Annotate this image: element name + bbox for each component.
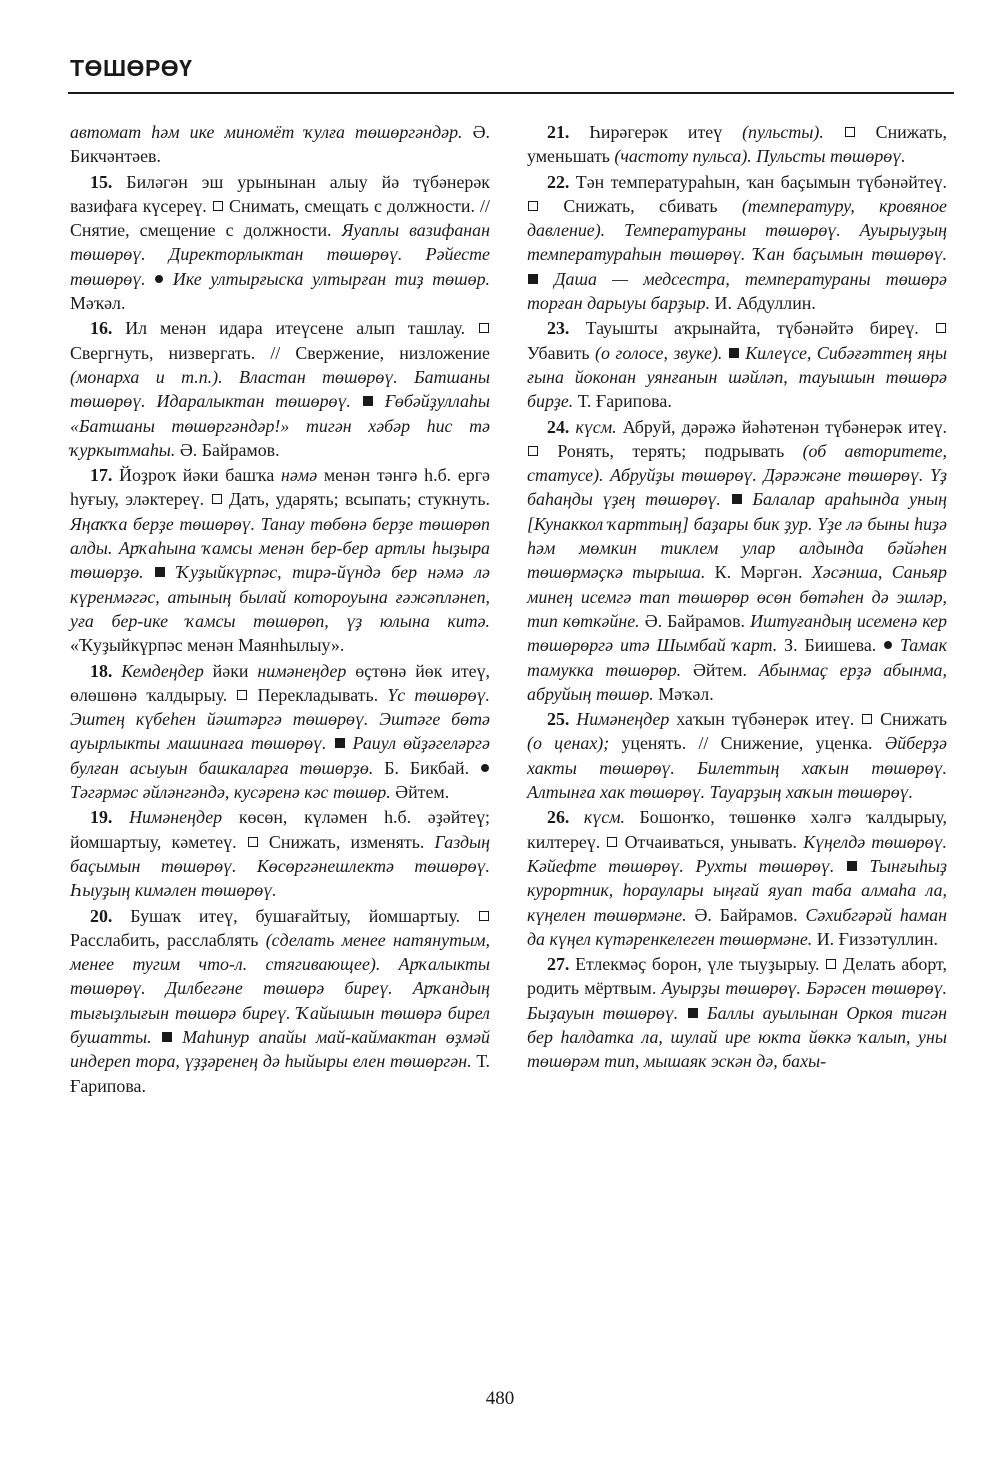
entry-continuation: автомат һәм ике миномёт ҡулға төшөргәндәр. Ә. Бикчәнтәев.: [70, 122, 490, 167]
filled-square-icon: [363, 396, 373, 406]
open-square-icon: [248, 837, 258, 847]
open-square-icon: [528, 201, 538, 211]
entry-20: 20. Бушаҡ итеү, бушағайтыу, йомшартыу. Расслабить, расслаблять (сделать менее натянутым, менее тугим что-л. стягивающее). Арҡалыкты төшөрөү. Дилбегәне төшөрә биреү. Арҡандың тығыҙлығын төшөрә биреү. Ҡайышын төшөрә бирел бушатты. Маһинур апайы май-каймактан өҙмәй индереп тора, үҙҙәренең дә һыйыры елен төшөргән. Т. Ғарипова.: [70, 905, 490, 1096]
filled-square-icon: [162, 1032, 172, 1042]
entry-15: 15. Биләгән эш урынынан алыу йә түбәнерәк вазифаға күсереү. Снимать, смещать с должности. // Снятие, смещение с должности. Яуаплы вазифанан төшөрөү. Директорлыктан төшөрөү. Рәйесте төшөрөү. Ике ултырғыска ултырған тиҙ төшөр. Мәҡәл.: [70, 171, 490, 314]
entry-17: 17. Йоҙроҡ йәки башҡа нәмә менән тәнгә һ.б. ергә һуғыу, эләктереү. Дать, ударять; всыпать; стукнуть. Яңаҡҡа берҙе төшөрөү. Танау төбөнә берҙе төшөрөп алды. Арҡаһына ҡамсы менән бер-бер артлы һыҙыра төшөрҙө. Ҡуҙыйкүрпәс, тирә-йүндә бер нәмә лә күренмәгәс, атының былай котороуына ғәжәпләнеп, уға бер-ике ҡамсы төшөрөп, үҙ юлына китә. «Ҡуҙыйкүрпәс менән Маянһылыу».: [70, 465, 490, 656]
bullet-icon: [481, 764, 489, 772]
open-square-icon: [212, 494, 222, 504]
open-square-icon: [479, 323, 489, 333]
bullet-icon: [155, 275, 163, 283]
open-square-icon: [213, 201, 223, 211]
open-square-icon: [936, 323, 946, 333]
entry-25: 25. Нимәнеңдер хаҡын түбәнерәк итеү. Снижать (о ценах); уценять. // Снижение, уценка. Әйберҙә хакты төшөрөү. Билеттың хаҡын төшөрөү. Алтынға хак төшөрөү. Тауарҙың хаҡын төшөрөү.: [527, 709, 947, 803]
filled-square-icon: [528, 274, 538, 284]
entry-23: 23. Тауышты аҡрынайта, түбәнәйтә биреү. Убавить (о голосе, звуке). Килеүсе, Сибәғәттең яңы ғына йоконан уянғанын шәйләп, тауышын төшөрә бирҙе. Т. Ғарипова.: [527, 318, 947, 412]
filled-square-icon: [335, 738, 345, 748]
filled-square-icon: [732, 494, 742, 504]
entry-26: 26. күсм. Бошонҡо, төшөнкө хәлгә ҡалдырыу, килтереү. Отчаиваться, унывать. Күңелдә төшөрөү. Кәйефте төшөрөү. Рухты төшөрөү. Тынғыһыҙ курортник, һораулары ыңғай яуап таба алмаһа ла, күңелен төшөрмәне. Ә. Байрамов. Сәхибгәрәй һаман да күңел күтәренкелеген төшөрмәне. И. Ғиззәтуллин.: [527, 807, 947, 949]
entry-27: 27. Етлекмәҫ борон, үле тыуҙырыу. Делать аборт, родить мёртвым. Ауырҙы төшөрөү. Бәрәсен төшөрөү. Быҙауын төшөрөү. Баллы ауылынан Оркоя тигән бер һалдатка ла, шулай ире юкта йөккә ҡалып, уны төшөрәм тип, мышаяк эскән дә, бахы-: [527, 954, 948, 1072]
right-column: [527, 120, 947, 1074]
left-column: [70, 120, 490, 1098]
page-number: 480: [485, 1388, 515, 1409]
open-square-icon: [862, 714, 872, 724]
running-head: ТӨШӨРӨҮ: [70, 55, 193, 81]
open-square-icon: [607, 837, 617, 847]
open-square-icon: [826, 959, 836, 969]
entry-24: 24. күсм. Абруй, дәрәжә йәһәтенән түбәнерәк итеү. Ронять, терять; подрывать (об авторитете, статусе). Абруйҙы төшөрөү. Дәрәжәне төшөрөү. Үҙ баһаңды үҙең төшөрөү. Балалар араһында уның [Кунаккол ҡарттың] баҙары бик ҙур. Үҙе лә быны һиҙә һәм мөмкин тиклем улар алдында бәйәһен төшөрмәҫкә тырыша. К. Мәргән. Хәсәнша, Саньяр минең исемгә тап төшөрөр өсөн бөтәһен дә эшләр, тип көткәйне. Ә. Байрамов. Иштуғандың исеменә кер төшөрөргә итә Шымбай ҡарт. З. Биишева. Тамак тамукка төшөрөр. Әйтем. Абынмаҫ ерҙә абынма, абруйың төшөр. Мәҡәл.: [527, 416, 948, 704]
entry-21: 21. Һирәгерәк итеү (пульсты). Снижать, уменьшать (частоту пульса). Пульсты төшөрөү.: [527, 122, 948, 167]
header-rule: [68, 92, 954, 94]
open-square-icon: [237, 690, 247, 700]
open-square-icon: [528, 446, 538, 456]
entry-19: 19. Нимәнеңдер көсөн, күләмен һ.б. әҙәйтеү; йомшартыу, кәметеү. Снижать, изменять. Газдың баҫымын төшөрөү. Көсөргәнешлектә төшөрөү. Һыуҙың кимәлен төшөрөү.: [70, 807, 490, 901]
filled-square-icon: [688, 1008, 698, 1018]
open-square-icon: [845, 127, 855, 137]
open-square-icon: [479, 911, 489, 921]
filled-square-icon: [729, 348, 739, 358]
bullet-icon: [884, 641, 892, 649]
filled-square-icon: [847, 861, 857, 871]
filled-square-icon: [155, 567, 165, 577]
entry-18: 18. Кемдеңдер йәки нимәнеңдер өҫтөнә йөк итеү, өлөшөнә ҡалдырыу. Перекладывать. Үс төшөрөү. Эштең күбеһен йәштәргә төшөрөү. Эштәге бөтә ауырлыкты машинаға төшөрөү. Раиул өйҙәгеләргә булған асыуын башкаларға төшөрҙө. Б. Бикбай. Тәгәрмәс әйләнгәндә, кусәренә кәс төшөр. Әйтем.: [70, 660, 491, 803]
entry-22: 22. Тән температураһын, ҡан баҫымын түбәнәйтеү. Снижать, сбивать (температуру, кровяное давление). Температураны төшөрөү. Ауырыуҙың температураһын төшөрөү. Ҡан баҫымын төшөрөү. Даша — медсестра, температураны төшөрә торған дарыуы барҙыр. И. Абдуллин.: [527, 171, 947, 314]
entry-16: 16. Ил менән идара итеүсене алып ташлау. Свергнуть, низвергать. // Свержение, низложение (монарха и т.п.). Властан төшөрөү. Батшаны төшөрөү. Идаралыктан төшөрөү. Ғөбәйҙуллаһы «Батшаны төшөргәндәр!» тигән хәбәр һис тә ҡуркытмаһы. Ә. Байрамов.: [70, 318, 490, 460]
